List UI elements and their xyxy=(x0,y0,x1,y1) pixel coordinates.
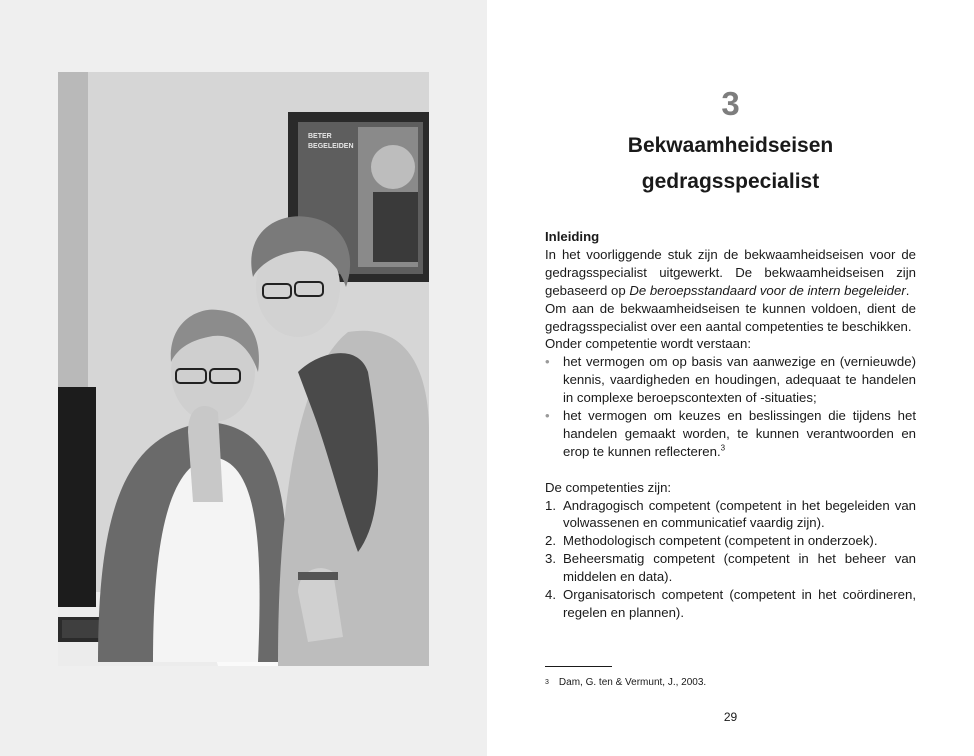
list-item xyxy=(545,532,916,550)
chapter-title-line-1: Bekwaamheidseisen xyxy=(627,134,834,157)
chapter-number: 3 xyxy=(721,85,740,122)
list-item xyxy=(545,586,916,622)
list-item-text: Beheersmatig competent (competent in het beheer van middelen en data). xyxy=(563,551,916,585)
intro-paragraph-1-start: In het voorliggende stuk zijn de bekwaamheidseisen voor de gedragsspecialist uitgewerkt. De bekwaamheidseisen zijn gebaseerd op xyxy=(545,246,916,298)
page-number: 29 xyxy=(723,710,738,724)
bullet-icon: • xyxy=(545,354,550,370)
list-number: 1. xyxy=(545,497,556,513)
publication-title: De beroepsstandaard voor de intern begeleider xyxy=(629,282,906,298)
footnote-mark: 3 xyxy=(545,679,549,686)
section-heading-inleiding: Inleiding xyxy=(545,229,600,244)
competencies-intro: De competenties zijn: xyxy=(545,479,672,495)
right-page xyxy=(487,0,974,756)
competencies-list xyxy=(545,497,916,622)
list-item-text: het vermogen om op basis van aanwezige en (vernieuwde) kennis, vaardigheden en houdingen, adequaat te handelen in complexe beroepscontexten of -situaties; xyxy=(563,354,916,406)
chapter-title xyxy=(487,128,974,200)
list-item xyxy=(545,353,916,407)
poster-text-1: BETER xyxy=(308,133,332,140)
photo-illustration xyxy=(58,72,429,666)
spacer xyxy=(545,461,916,479)
list-item-text: het vermogen om keuzes en beslissingen die tijdens het handelen gemaakt worden, te kunnen verantwoorden en erop te kunnen reflecteren. xyxy=(563,408,916,459)
definition-list xyxy=(545,353,916,460)
footnote xyxy=(545,676,916,690)
list-item-text: Andragogisch competent (competent in het begeleiden van volwassenen en communicatief vaardig zijn). xyxy=(563,497,916,531)
footnote-divider xyxy=(545,666,612,667)
intro-paragraph-2: Om aan de bekwaamheidseisen te kunnen voldoen, dient de gedragsspecialist over een aantal competenties te beschikken. xyxy=(545,300,916,334)
intro-paragraph-3: Onder competentie wordt verstaan: xyxy=(545,336,751,352)
footnote-text: Dam, G. ten & Vermunt, J., 2003. xyxy=(558,677,707,688)
list-number: 3. xyxy=(545,551,556,567)
chapter-title-line-2: gedragsspecialist xyxy=(641,170,820,193)
list-number: 2. xyxy=(545,533,556,549)
list-item xyxy=(545,407,916,461)
footnote-reference[interactable]: 3 xyxy=(720,443,726,453)
list-item-text: Organisatorisch competent (competent in het coördineren, regelen en plannen). xyxy=(563,587,916,621)
poster-text-2: BEGELEIDEN xyxy=(308,143,354,150)
intro-paragraph-1-end: . xyxy=(905,282,910,298)
intro-paragraph-1 xyxy=(545,246,916,300)
office-photo xyxy=(58,72,429,666)
list-item xyxy=(545,497,916,533)
bullet-icon: • xyxy=(545,408,550,424)
list-item xyxy=(545,550,916,586)
list-item-text: Methodologisch competent (competent in onderzoek). xyxy=(563,533,878,549)
body-text xyxy=(545,228,916,622)
list-number: 4. xyxy=(545,587,556,603)
